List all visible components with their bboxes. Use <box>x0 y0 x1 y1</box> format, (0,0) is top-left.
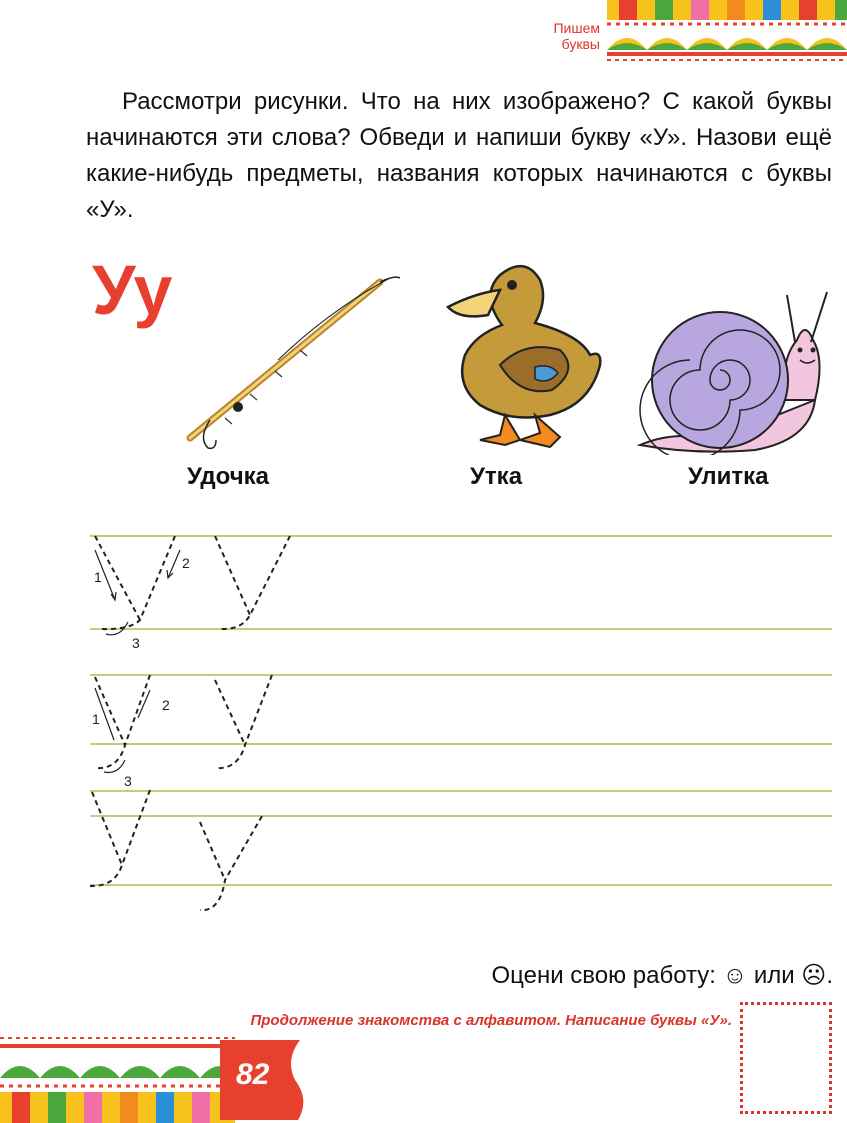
instructions-text: Рассмотри рисунки. Что на них изображено? С какой буквы начинаются эти слова? Обведи и напиши букву «У». Назови ещё какие-нибудь предметы, названия которых начинаются с буквы «У». <box>86 88 832 223</box>
self-assessment: Оцени свою работу: ☺ или ☹. <box>491 962 833 989</box>
fishing-rod-icon <box>180 270 410 455</box>
stroke-number-1: 1 <box>94 569 102 585</box>
footer-caption: Продолжение знакомства с алфавитом. Написание буквы «У». <box>250 1012 732 1029</box>
section-label-line-1: Пишем <box>553 20 600 36</box>
stroke-number-3-row2: 3 <box>124 773 132 789</box>
caption-duck: Утка <box>470 463 523 490</box>
stroke-number-2-row2: 2 <box>162 697 170 713</box>
page-number: 82 <box>236 1058 270 1091</box>
top-border-decoration <box>607 0 847 68</box>
stroke-number-3: 3 <box>132 635 140 651</box>
stroke-number-1-row2: 1 <box>92 711 100 727</box>
task-instructions <box>86 84 832 228</box>
score-box <box>740 1002 832 1114</box>
top-border-pattern <box>607 0 847 68</box>
dashed-letters <box>90 536 290 910</box>
section-label-line-2: буквы <box>561 36 600 52</box>
letter-heading: Уу <box>92 251 171 329</box>
handwriting-practice-area <box>0 510 847 930</box>
caption-fishing-rod: Удочка <box>187 463 270 490</box>
caption-snail: Улитка <box>688 463 769 490</box>
snail-icon <box>635 280 835 455</box>
stroke-order-arrows <box>95 550 180 773</box>
duck-icon <box>440 255 610 450</box>
stroke-number-2: 2 <box>182 555 190 571</box>
bottom-border-decoration <box>0 1030 235 1123</box>
section-label <box>530 20 600 52</box>
guide-lines <box>90 536 832 885</box>
